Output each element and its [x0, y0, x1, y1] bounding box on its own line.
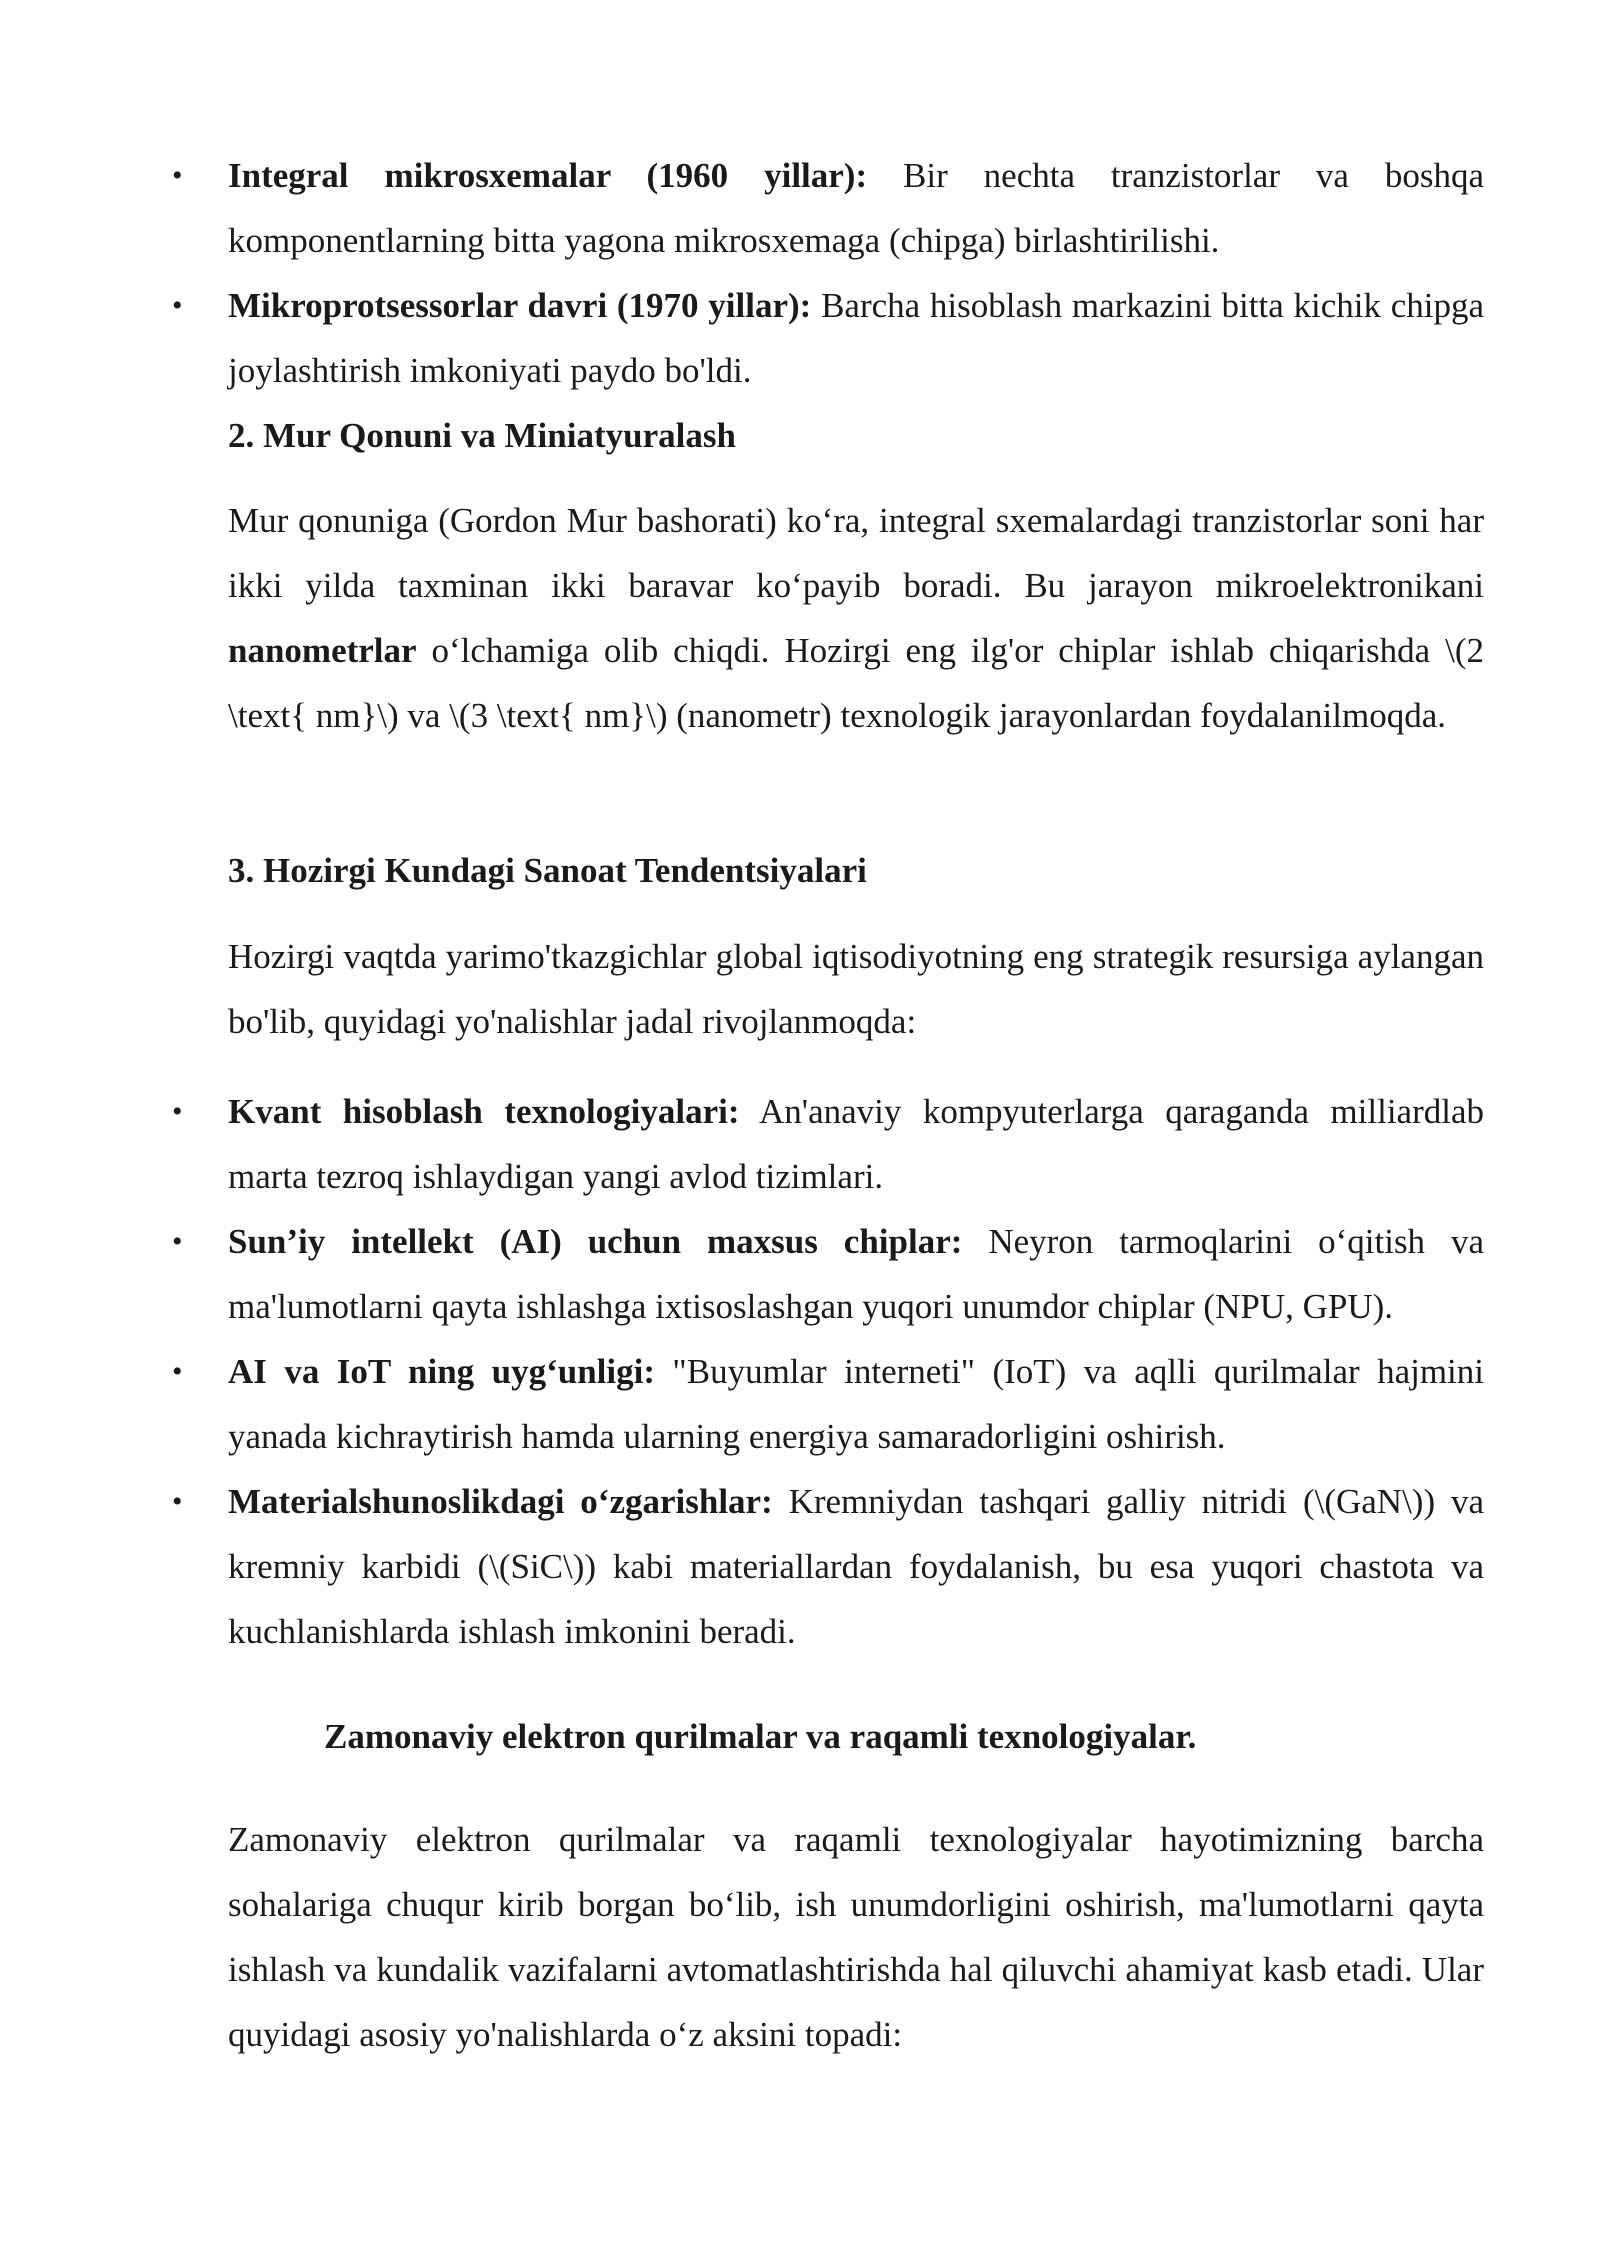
list-item: • Materialshunoslikdagi o‘zgarishlar: Kremniydan tashqari galliy nitridi (\(GaN\)) va kremniy karbidi (\(SiC\)) kabi materiallardan foydalanish, bu esa yuqori chastota va kuchlanishlarda ishlash imkonini beradi. [228, 1469, 1484, 1664]
list-item: • Integral mikrosxemalar (1960 yillar): Bir nechta tranzistorlar va boshqa komponentlarning bitta yagona mikrosxemaga (chipga) birlashtirilishi. [228, 143, 1484, 273]
section-heading: 3. Hozirgi Kundagi Sanoat Tendentsiyalari [228, 851, 867, 890]
list-item: • Mikroprotsessorlar davri (1970 yillar): Barcha hisoblash markazini bitta kichik chipga joylashtirish imkoniyati paydo bo'ldi. [228, 273, 1484, 403]
section-title: Zamonaviy elektron qurilmalar va raqamli texnologiyalar. [324, 1717, 1197, 1756]
paragraph: Mur qonuniga (Gordon Mur bashorati) ko‘ra, integral sxemalardagi tranzistorlar soni har ikki yilda taxminan ikki baravar ko‘payib boradi. Bu jarayon mikroelektronikani nanometrlar o‘lchamiga olib chiqdi. Hozirgi eng ilg'or chiplar ishlab chiqarishda \(2 \text{ nm}\) va \(3 \text{ nm}\) (nanometr) texnologik jarayonlardan foydalanilmoqda. [228, 501, 1484, 735]
paragraph: Zamonaviy elektron qurilmalar va raqamli texnologiyalar hayotimizning barcha sohalariga chuqur kirib borgan bo‘lib, ish unumdorligini oshirish, ma'lumotlarni qayta ishlash va kundalik vazifalarni avtomatlashtirishda hal qiluvchi ahamiyat kasb etadi. Ular quyidagi asosiy yo'nalishlarda o‘z aksini topadi: [228, 1820, 1484, 2054]
section-heading: 2. Mur Qonuni va Miniatyuralash [228, 416, 736, 455]
list-item: • AI va IoT ning uyg‘unligi: "Buyumlar interneti" (IoT) va aqlli qurilmalar hajmini yanada kichraytirish hamda ularning energiya samaradorligini oshirish. [228, 1339, 1484, 1469]
paragraph: Hozirgi vaqtda yarimo'tkazgichlar global iqtisodiyotning eng strategik resursiga aylangan bo'lib, quyidagi yo'nalishlar jadal rivojlanmoqda: [228, 937, 1484, 1041]
list-item: • Kvant hisoblash texnologiyalari: An'anaviy kompyuterlarga qaraganda milliardlab marta tezroq ishlaydigan yangi avlod tizimlari. [228, 1079, 1484, 1209]
list-item: • Sun’iy intellekt (AI) uchun maxsus chiplar: Neyron tarmoqlarini o‘qitish va ma'lumotlarni qayta ishlashga ixtisoslashgan yuqori unumdor chiplar (NPU, GPU). [228, 1209, 1484, 1339]
